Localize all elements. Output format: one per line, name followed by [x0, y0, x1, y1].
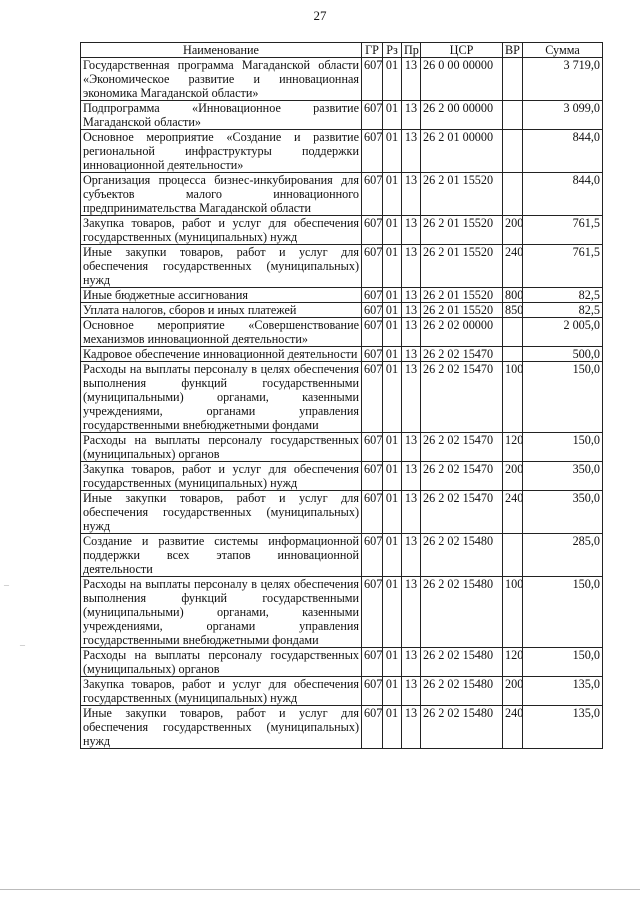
cell-name: Закупка товаров, работ и услуг для обеспечения государственных (муниципальных) нужд [81, 216, 362, 245]
cell-vr [503, 347, 523, 362]
table-row [81, 462, 603, 491]
cell-vr: 240 [503, 706, 523, 749]
cell-rz: 01 [383, 534, 402, 577]
cell-rz: 01 [383, 318, 402, 347]
cell-gr: 607 [362, 288, 383, 303]
cell-name: Закупка товаров, работ и услуг для обеспечения государственных (муниципальных) нужд [81, 677, 362, 706]
cell-sum: 3 719,0 [523, 58, 603, 101]
cell-gr: 607 [362, 303, 383, 318]
cell-pr: 13 [402, 462, 421, 491]
cell-sum: 135,0 [523, 677, 603, 706]
cell-gr: 607 [362, 130, 383, 173]
cell-pr: 13 [402, 303, 421, 318]
table-row [81, 534, 603, 577]
table-row [81, 433, 603, 462]
cell-csr: 26 2 00 00000 [421, 101, 503, 130]
table-row [81, 58, 603, 101]
header-name: Наименование [81, 43, 362, 58]
cell-sum: 844,0 [523, 173, 603, 216]
cell-pr: 13 [402, 706, 421, 749]
table-body [81, 58, 603, 749]
cell-vr: 100 [503, 362, 523, 433]
scan-artifact-mark: – [4, 580, 9, 591]
cell-pr: 13 [402, 318, 421, 347]
cell-name: Уплата налогов, сборов и иных платежей [81, 303, 362, 318]
cell-sum: 761,5 [523, 245, 603, 288]
cell-pr: 13 [402, 677, 421, 706]
cell-sum: 150,0 [523, 433, 603, 462]
cell-csr: 26 2 02 15470 [421, 347, 503, 362]
cell-csr: 26 2 01 15520 [421, 173, 503, 216]
cell-vr: 120 [503, 433, 523, 462]
cell-gr: 607 [362, 433, 383, 462]
cell-pr: 13 [402, 433, 421, 462]
cell-name: Основное мероприятие «Создание и развитие региональной инфраструктуры поддержки инновационной деятельности» [81, 130, 362, 173]
cell-rz: 01 [383, 462, 402, 491]
cell-vr: 240 [503, 245, 523, 288]
cell-sum: 3 099,0 [523, 101, 603, 130]
cell-csr: 26 2 01 00000 [421, 130, 503, 173]
cell-rz: 01 [383, 347, 402, 362]
cell-rz: 01 [383, 303, 402, 318]
cell-gr: 607 [362, 462, 383, 491]
cell-csr: 26 2 02 15480 [421, 534, 503, 577]
cell-pr: 13 [402, 491, 421, 534]
cell-sum: 135,0 [523, 706, 603, 749]
cell-csr: 26 2 01 15520 [421, 288, 503, 303]
cell-pr: 13 [402, 130, 421, 173]
cell-csr: 26 2 01 15520 [421, 303, 503, 318]
cell-name: Закупка товаров, работ и услуг для обеспечения государственных (муниципальных) нужд [81, 462, 362, 491]
cell-rz: 01 [383, 288, 402, 303]
cell-rz: 01 [383, 577, 402, 648]
cell-vr: 240 [503, 491, 523, 534]
cell-gr: 607 [362, 534, 383, 577]
cell-pr: 13 [402, 577, 421, 648]
cell-vr: 200 [503, 462, 523, 491]
cell-pr: 13 [402, 245, 421, 288]
cell-rz: 01 [383, 491, 402, 534]
cell-csr: 26 2 02 15480 [421, 648, 503, 677]
cell-name: Создание и развитие системы информационной поддержки всех этапов инновационной деятельности [81, 534, 362, 577]
cell-gr: 607 [362, 677, 383, 706]
table-row [81, 677, 603, 706]
cell-gr: 607 [362, 245, 383, 288]
cell-rz: 01 [383, 648, 402, 677]
cell-rz: 01 [383, 101, 402, 130]
cell-name: Иные закупки товаров, работ и услуг для обеспечения государственных (муниципальных) нужд [81, 245, 362, 288]
cell-sum: 500,0 [523, 347, 603, 362]
cell-rz: 01 [383, 173, 402, 216]
header-rz: Рз [383, 43, 402, 58]
cell-pr: 13 [402, 288, 421, 303]
header-csr: ЦСР [421, 43, 503, 58]
cell-pr: 13 [402, 58, 421, 101]
cell-gr: 607 [362, 491, 383, 534]
cell-csr: 26 2 01 15520 [421, 245, 503, 288]
budget-table [80, 42, 603, 749]
scan-artifact-mark: – [20, 640, 25, 651]
cell-vr: 120 [503, 648, 523, 677]
cell-vr [503, 58, 523, 101]
cell-vr: 200 [503, 216, 523, 245]
cell-name: Государственная программа Магаданской области «Экономическое развитие и инновационная экономика Магаданской области» [81, 58, 362, 101]
cell-name: Кадровое обеспечение инновационной деятельности [81, 347, 362, 362]
cell-vr: 100 [503, 577, 523, 648]
cell-gr: 607 [362, 58, 383, 101]
cell-vr: 200 [503, 677, 523, 706]
cell-pr: 13 [402, 534, 421, 577]
cell-csr: 26 2 02 15470 [421, 491, 503, 534]
page-number: 27 [313, 8, 327, 23]
cell-gr: 607 [362, 577, 383, 648]
cell-name: Основное мероприятие «Совершенствование механизмов инновационной деятельности» [81, 318, 362, 347]
cell-gr: 607 [362, 173, 383, 216]
table-row [81, 491, 603, 534]
cell-gr: 607 [362, 706, 383, 749]
cell-csr: 26 2 02 15480 [421, 577, 503, 648]
cell-rz: 01 [383, 706, 402, 749]
cell-name: Расходы на выплаты персоналу в целях обеспечения выполнения функций государственными (муниципальными) органами, казенными учреждениями, органами управления государственными внебюджетными фондами [81, 362, 362, 433]
table-row [81, 303, 603, 318]
cell-pr: 13 [402, 347, 421, 362]
cell-sum: 844,0 [523, 130, 603, 173]
cell-pr: 13 [402, 648, 421, 677]
header-vr: ВР [503, 43, 523, 58]
table-row [81, 245, 603, 288]
cell-pr: 13 [402, 216, 421, 245]
cell-csr: 26 2 02 15480 [421, 677, 503, 706]
table-row [81, 347, 603, 362]
cell-rz: 01 [383, 58, 402, 101]
cell-name: Расходы на выплаты персоналу государственных (муниципальных) органов [81, 648, 362, 677]
cell-name: Иные закупки товаров, работ и услуг для обеспечения государственных (муниципальных) нужд [81, 706, 362, 749]
cell-name: Подпрограмма «Инновационное развитие Магаданской области» [81, 101, 362, 130]
table-row [81, 101, 603, 130]
cell-name: Организация процесса бизнес-инкубирования для субъектов малого инновационного предпринимательства Магаданской области [81, 173, 362, 216]
cell-csr: 26 2 02 15470 [421, 433, 503, 462]
cell-csr: 26 2 02 15480 [421, 706, 503, 749]
cell-sum: 350,0 [523, 462, 603, 491]
cell-sum: 2 005,0 [523, 318, 603, 347]
table-row [81, 648, 603, 677]
cell-csr: 26 2 02 15470 [421, 462, 503, 491]
cell-sum: 150,0 [523, 362, 603, 433]
cell-gr: 607 [362, 347, 383, 362]
header-row [81, 43, 603, 58]
table-row [81, 318, 603, 347]
cell-gr: 607 [362, 216, 383, 245]
cell-sum: 82,5 [523, 303, 603, 318]
cell-sum: 150,0 [523, 648, 603, 677]
cell-name: Иные бюджетные ассигнования [81, 288, 362, 303]
table-row [81, 173, 603, 216]
cell-gr: 607 [362, 362, 383, 433]
cell-name: Расходы на выплаты персоналу в целях обеспечения выполнения функций государственными (муниципальными) органами, казенными учреждениями, органами управления государственными внебюджетными фондами [81, 577, 362, 648]
cell-rz: 01 [383, 130, 402, 173]
cell-vr [503, 101, 523, 130]
cell-gr: 607 [362, 101, 383, 130]
table-row [81, 706, 603, 749]
cell-vr [503, 318, 523, 347]
table-row [81, 216, 603, 245]
cell-sum: 150,0 [523, 577, 603, 648]
header-sum: Сумма [523, 43, 603, 58]
table-row [81, 577, 603, 648]
cell-rz: 01 [383, 677, 402, 706]
header-gr: ГР [362, 43, 383, 58]
cell-csr: 26 2 01 15520 [421, 216, 503, 245]
table-row [81, 288, 603, 303]
cell-vr [503, 130, 523, 173]
header-pr: Пр [402, 43, 421, 58]
cell-vr [503, 173, 523, 216]
cell-pr: 13 [402, 101, 421, 130]
cell-rz: 01 [383, 433, 402, 462]
cell-pr: 13 [402, 173, 421, 216]
table-row [81, 130, 603, 173]
cell-gr: 607 [362, 648, 383, 677]
scan-artifact-line [0, 889, 640, 890]
cell-pr: 13 [402, 362, 421, 433]
cell-sum: 761,5 [523, 216, 603, 245]
cell-csr: 26 2 02 00000 [421, 318, 503, 347]
cell-vr [503, 534, 523, 577]
cell-name: Расходы на выплаты персоналу государственных (муниципальных) органов [81, 433, 362, 462]
cell-rz: 01 [383, 245, 402, 288]
table-row [81, 362, 603, 433]
cell-rz: 01 [383, 216, 402, 245]
cell-vr: 800 [503, 288, 523, 303]
table-header [81, 43, 603, 58]
cell-name: Иные закупки товаров, работ и услуг для обеспечения государственных (муниципальных) нужд [81, 491, 362, 534]
cell-vr: 850 [503, 303, 523, 318]
cell-gr: 607 [362, 318, 383, 347]
cell-rz: 01 [383, 362, 402, 433]
cell-sum: 285,0 [523, 534, 603, 577]
cell-csr: 26 2 02 15470 [421, 362, 503, 433]
cell-csr: 26 0 00 00000 [421, 58, 503, 101]
cell-sum: 350,0 [523, 491, 603, 534]
cell-sum: 82,5 [523, 288, 603, 303]
